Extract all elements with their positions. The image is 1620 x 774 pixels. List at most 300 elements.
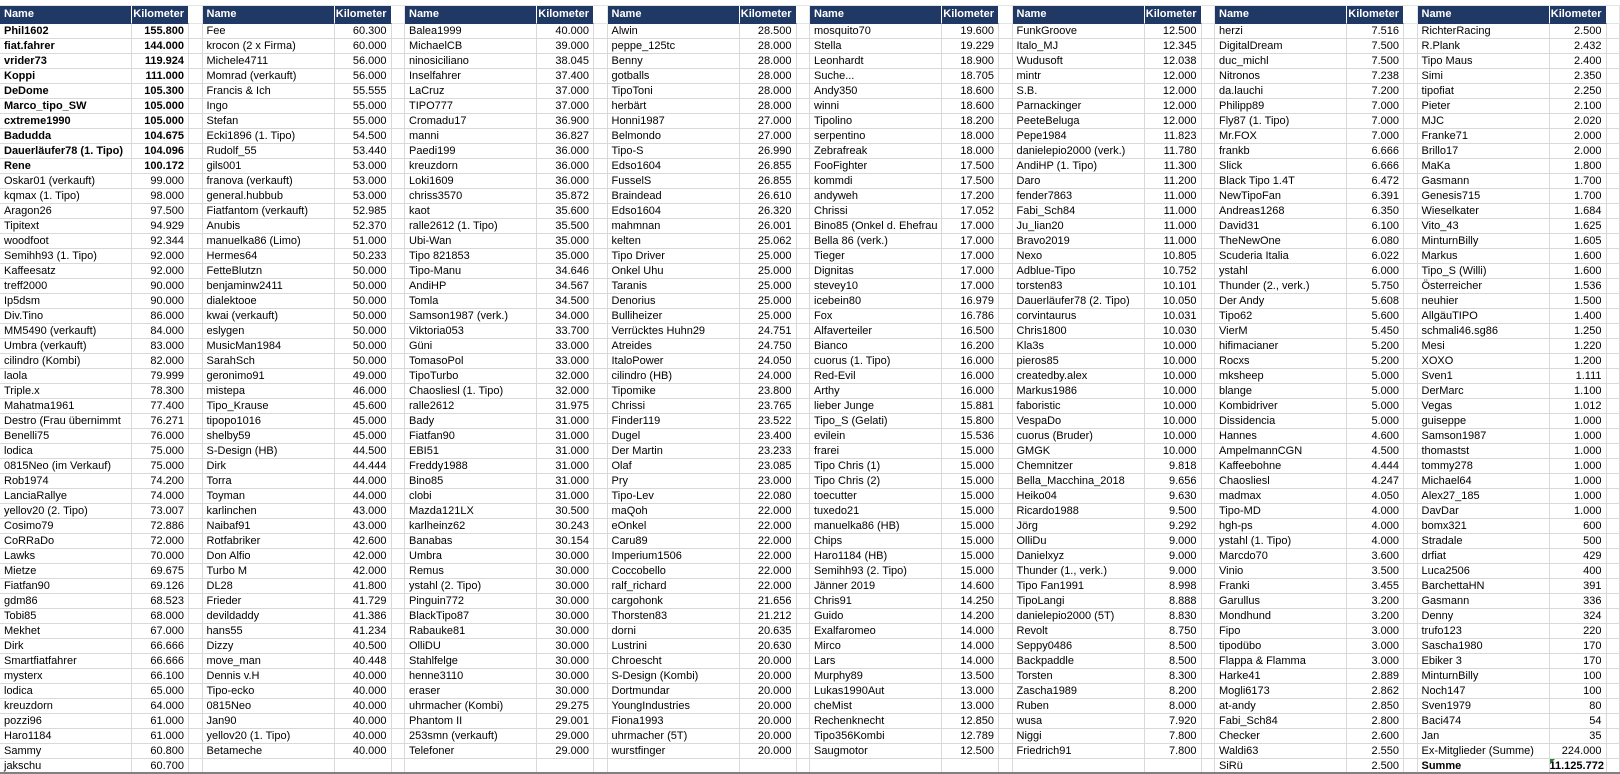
- separator-cell[interactable]: [189, 534, 203, 549]
- name-cell[interactable]: VespaDo: [1013, 414, 1145, 429]
- name-cell[interactable]: Taranis: [608, 279, 740, 294]
- separator-cell[interactable]: [1404, 114, 1418, 129]
- name-cell[interactable]: Fipo: [1215, 624, 1347, 639]
- separator-cell[interactable]: [392, 699, 406, 714]
- separator-cell[interactable]: [1607, 39, 1620, 54]
- name-cell[interactable]: Haro1184: [0, 729, 132, 744]
- separator-cell[interactable]: [594, 474, 608, 489]
- name-cell[interactable]: 253smn (verkauft): [405, 729, 537, 744]
- name-cell[interactable]: hgh-ps: [1215, 519, 1347, 534]
- separator-cell[interactable]: [189, 699, 203, 714]
- kilometer-cell[interactable]: 3.600: [1347, 549, 1404, 564]
- kilometer-cell[interactable]: 7.920: [1145, 714, 1202, 729]
- header-separator-cell[interactable]: [189, 6, 203, 24]
- kilometer-cell[interactable]: 29.000: [537, 744, 594, 759]
- separator-cell[interactable]: [189, 129, 203, 144]
- name-cell[interactable]: Fiona1993: [608, 714, 740, 729]
- separator-cell[interactable]: [594, 174, 608, 189]
- separator-cell[interactable]: [189, 684, 203, 699]
- separator-cell[interactable]: [999, 324, 1013, 339]
- name-cell[interactable]: Aragon26: [0, 204, 132, 219]
- kilometer-cell[interactable]: 50.000: [335, 264, 392, 279]
- name-cell[interactable]: geronimo91: [203, 369, 335, 384]
- separator-cell[interactable]: [999, 69, 1013, 84]
- name-cell[interactable]: schmali46.sg86: [1418, 324, 1550, 339]
- separator-cell[interactable]: [1607, 654, 1620, 669]
- name-cell[interactable]: Kla3s: [1013, 339, 1145, 354]
- kilometer-cell[interactable]: 45.000: [335, 414, 392, 429]
- name-cell[interactable]: ItaloPower: [608, 354, 740, 369]
- kilometer-cell[interactable]: 31.000: [537, 489, 594, 504]
- name-cell[interactable]: Michael64: [1418, 474, 1550, 489]
- kilometer-cell[interactable]: 92.000: [132, 249, 189, 264]
- kilometer-cell[interactable]: 23.765: [740, 399, 797, 414]
- column-header-kilometer[interactable]: Kilometer: [1550, 6, 1607, 24]
- name-cell[interactable]: Friedrich91: [1013, 744, 1145, 759]
- kilometer-cell[interactable]: 18.705: [942, 69, 999, 84]
- kilometer-cell[interactable]: 5.450: [1347, 324, 1404, 339]
- kilometer-cell[interactable]: 79.999: [132, 369, 189, 384]
- kilometer-cell[interactable]: 7.000: [1347, 129, 1404, 144]
- name-cell[interactable]: Red-Evil: [810, 369, 942, 384]
- separator-cell[interactable]: [1202, 744, 1216, 759]
- kilometer-cell[interactable]: 2.350: [1550, 69, 1607, 84]
- kilometer-cell[interactable]: 40.000: [537, 24, 594, 39]
- kilometer-cell[interactable]: 4.000: [1347, 519, 1404, 534]
- name-cell[interactable]: Olaf: [608, 459, 740, 474]
- name-cell[interactable]: Verrücktes Huhn29: [608, 324, 740, 339]
- name-cell[interactable]: Gasmann: [1418, 174, 1550, 189]
- column-header-name[interactable]: Name: [405, 6, 537, 24]
- name-cell[interactable]: devildaddy: [203, 609, 335, 624]
- separator-cell[interactable]: [1404, 219, 1418, 234]
- kilometer-cell[interactable]: 41.800: [335, 579, 392, 594]
- separator-cell[interactable]: [594, 669, 608, 684]
- kilometer-cell[interactable]: 10.031: [1145, 309, 1202, 324]
- separator-cell[interactable]: [1404, 339, 1418, 354]
- separator-cell[interactable]: [189, 579, 203, 594]
- name-cell[interactable]: Destro (Frau übernimmt: [0, 414, 132, 429]
- name-cell[interactable]: krocon (2 x Firma): [203, 39, 335, 54]
- kilometer-cell[interactable]: 3.455: [1347, 579, 1404, 594]
- separator-cell[interactable]: [1202, 39, 1216, 54]
- kilometer-cell[interactable]: 3.200: [1347, 594, 1404, 609]
- name-cell[interactable]: manuelka86 (Limo): [203, 234, 335, 249]
- kilometer-cell[interactable]: 22.000: [740, 534, 797, 549]
- name-cell[interactable]: Vito_43: [1418, 219, 1550, 234]
- kilometer-cell[interactable]: 9.292: [1145, 519, 1202, 534]
- separator-cell[interactable]: [1607, 24, 1620, 39]
- name-cell[interactable]: bomx321: [1418, 519, 1550, 534]
- separator-cell[interactable]: [392, 219, 406, 234]
- separator-cell[interactable]: [1404, 714, 1418, 729]
- kilometer-cell[interactable]: 5.608: [1347, 294, 1404, 309]
- separator-cell[interactable]: [1607, 114, 1620, 129]
- name-cell[interactable]: MinturnBilly: [1418, 669, 1550, 684]
- name-cell[interactable]: CoRRaDo: [0, 534, 132, 549]
- separator-cell[interactable]: [999, 114, 1013, 129]
- name-cell[interactable]: Arthy: [810, 384, 942, 399]
- kilometer-cell[interactable]: 40.500: [335, 639, 392, 654]
- separator-cell[interactable]: [392, 654, 406, 669]
- kilometer-cell[interactable]: 20.000: [740, 714, 797, 729]
- separator-cell[interactable]: [797, 474, 811, 489]
- separator-cell[interactable]: [797, 159, 811, 174]
- separator-cell[interactable]: [1607, 624, 1620, 639]
- kilometer-cell[interactable]: 36.900: [537, 114, 594, 129]
- kilometer-cell[interactable]: 1.000: [1550, 459, 1607, 474]
- kilometer-cell[interactable]: 84.000: [132, 324, 189, 339]
- name-cell[interactable]: guiseppe: [1418, 414, 1550, 429]
- kilometer-cell[interactable]: 83.000: [132, 339, 189, 354]
- name-cell[interactable]: yellov20 (1. Tipo): [203, 729, 335, 744]
- separator-cell[interactable]: [189, 594, 203, 609]
- separator-cell[interactable]: [797, 279, 811, 294]
- name-cell[interactable]: Torra: [203, 474, 335, 489]
- separator-cell[interactable]: [1202, 54, 1216, 69]
- name-cell[interactable]: Luca2506: [1418, 564, 1550, 579]
- separator-cell[interactable]: [999, 99, 1013, 114]
- name-cell[interactable]: Badudda: [0, 129, 132, 144]
- kilometer-cell[interactable]: 7.516: [1347, 24, 1404, 39]
- separator-cell[interactable]: [797, 429, 811, 444]
- kilometer-cell[interactable]: 68.000: [132, 609, 189, 624]
- separator-cell[interactable]: [1202, 189, 1216, 204]
- separator-cell[interactable]: [1404, 324, 1418, 339]
- separator-cell[interactable]: [999, 624, 1013, 639]
- kilometer-cell[interactable]: 19.229: [942, 39, 999, 54]
- separator-cell[interactable]: [1607, 729, 1620, 744]
- name-cell[interactable]: Fox: [810, 309, 942, 324]
- separator-cell[interactable]: [1202, 549, 1216, 564]
- kilometer-cell[interactable]: 30.154: [537, 534, 594, 549]
- kilometer-cell[interactable]: 55.000: [335, 114, 392, 129]
- separator-cell[interactable]: [999, 354, 1013, 369]
- separator-cell[interactable]: [797, 504, 811, 519]
- separator-cell[interactable]: [999, 144, 1013, 159]
- kilometer-cell[interactable]: 60.700: [132, 759, 189, 774]
- name-cell[interactable]: Francis & Ich: [203, 84, 335, 99]
- separator-cell[interactable]: [999, 549, 1013, 564]
- kilometer-cell[interactable]: 8.200: [1145, 684, 1202, 699]
- separator-cell[interactable]: [1607, 324, 1620, 339]
- name-cell[interactable]: AmpelmannCGN: [1215, 444, 1347, 459]
- separator-cell[interactable]: [797, 399, 811, 414]
- kilometer-cell[interactable]: 27.000: [740, 129, 797, 144]
- kilometer-cell[interactable]: 7.800: [1145, 729, 1202, 744]
- separator-cell[interactable]: [189, 669, 203, 684]
- name-cell[interactable]: manuelka86 (HB): [810, 519, 942, 534]
- name-cell[interactable]: Naibaf91: [203, 519, 335, 534]
- kilometer-cell[interactable]: 1.200: [1550, 354, 1607, 369]
- name-cell[interactable]: kwai (verkauft): [203, 309, 335, 324]
- separator-cell[interactable]: [189, 174, 203, 189]
- kilometer-cell[interactable]: 25.062: [740, 234, 797, 249]
- separator-cell[interactable]: [594, 159, 608, 174]
- kilometer-cell[interactable]: 28.000: [740, 39, 797, 54]
- name-cell[interactable]: [608, 759, 740, 774]
- separator-cell[interactable]: [594, 459, 608, 474]
- name-cell[interactable]: Paedi199: [405, 144, 537, 159]
- kilometer-cell[interactable]: 11.000: [1145, 234, 1202, 249]
- kilometer-cell[interactable]: 3.500: [1347, 564, 1404, 579]
- kilometer-cell[interactable]: 75.000: [132, 444, 189, 459]
- kilometer-cell[interactable]: 324: [1550, 609, 1607, 624]
- name-cell[interactable]: tipofiat: [1418, 84, 1550, 99]
- name-cell[interactable]: DeDome: [0, 84, 132, 99]
- name-cell[interactable]: Phil1602: [0, 24, 132, 39]
- kilometer-cell[interactable]: 41.234: [335, 624, 392, 639]
- column-header-name[interactable]: Name: [1013, 6, 1145, 24]
- kilometer-cell[interactable]: 2.500: [1347, 759, 1404, 774]
- kilometer-cell[interactable]: 16.000: [942, 354, 999, 369]
- name-cell[interactable]: general.hubbub: [203, 189, 335, 204]
- name-cell[interactable]: blange: [1215, 384, 1347, 399]
- separator-cell[interactable]: [392, 549, 406, 564]
- separator-cell[interactable]: [392, 594, 406, 609]
- name-cell[interactable]: Franki: [1215, 579, 1347, 594]
- separator-cell[interactable]: [594, 624, 608, 639]
- kilometer-cell[interactable]: 14.000: [942, 654, 999, 669]
- separator-cell[interactable]: [189, 264, 203, 279]
- name-cell[interactable]: henne3110: [405, 669, 537, 684]
- kilometer-cell[interactable]: 23.085: [740, 459, 797, 474]
- name-cell[interactable]: Bino85 (Onkel d. Ehefrau: [810, 219, 942, 234]
- name-cell[interactable]: Zebrafreak: [810, 144, 942, 159]
- kilometer-cell[interactable]: 6.000: [1347, 264, 1404, 279]
- separator-cell[interactable]: [189, 459, 203, 474]
- separator-cell[interactable]: [1607, 234, 1620, 249]
- kilometer-cell[interactable]: 9.000: [1145, 534, 1202, 549]
- separator-cell[interactable]: [1202, 339, 1216, 354]
- kilometer-cell[interactable]: 8.830: [1145, 609, 1202, 624]
- name-cell[interactable]: Benny: [608, 54, 740, 69]
- name-cell[interactable]: Inselfahrer: [405, 69, 537, 84]
- name-cell[interactable]: MM5490 (verkauft): [0, 324, 132, 339]
- separator-cell[interactable]: [392, 669, 406, 684]
- separator-cell[interactable]: [392, 444, 406, 459]
- kilometer-cell[interactable]: 16.500: [942, 324, 999, 339]
- name-cell[interactable]: Semihh93 (1. Tipo): [0, 249, 132, 264]
- separator-cell[interactable]: [1202, 129, 1216, 144]
- separator-cell[interactable]: [797, 669, 811, 684]
- separator-cell[interactable]: [1607, 294, 1620, 309]
- name-cell[interactable]: duc_michl: [1215, 54, 1347, 69]
- name-cell[interactable]: Onkel Uhu: [608, 264, 740, 279]
- name-cell[interactable]: SarahSch: [203, 354, 335, 369]
- name-cell[interactable]: Balea1999: [405, 24, 537, 39]
- kilometer-cell[interactable]: 7.000: [1347, 114, 1404, 129]
- name-cell[interactable]: cuorus (1. Tipo): [810, 354, 942, 369]
- name-cell[interactable]: Bady: [405, 414, 537, 429]
- name-cell[interactable]: Dortmundar: [608, 684, 740, 699]
- kilometer-cell[interactable]: [942, 759, 999, 774]
- kilometer-cell[interactable]: 3.000: [1347, 624, 1404, 639]
- name-cell[interactable]: kqmax (1. Tipo): [0, 189, 132, 204]
- name-cell[interactable]: Bianco: [810, 339, 942, 354]
- separator-cell[interactable]: [1404, 354, 1418, 369]
- separator-cell[interactable]: [1607, 369, 1620, 384]
- name-cell[interactable]: dialektooe: [203, 294, 335, 309]
- kilometer-cell[interactable]: 8.888: [1145, 594, 1202, 609]
- kilometer-cell[interactable]: 1.500: [1550, 294, 1607, 309]
- name-cell[interactable]: Smartfiatfahrer: [0, 654, 132, 669]
- name-cell[interactable]: EBI51: [405, 444, 537, 459]
- kilometer-cell[interactable]: 28.000: [740, 84, 797, 99]
- name-cell[interactable]: Torsten: [1013, 669, 1145, 684]
- kilometer-cell[interactable]: [1145, 759, 1202, 774]
- name-cell[interactable]: Chris91: [810, 594, 942, 609]
- kilometer-cell[interactable]: 42.600: [335, 534, 392, 549]
- name-cell[interactable]: Umbra: [405, 549, 537, 564]
- separator-cell[interactable]: [797, 69, 811, 84]
- kilometer-cell[interactable]: [537, 759, 594, 774]
- kilometer-cell[interactable]: 5.200: [1347, 354, 1404, 369]
- kilometer-cell[interactable]: 12.500: [942, 744, 999, 759]
- name-cell[interactable]: Noch147: [1418, 684, 1550, 699]
- kilometer-cell[interactable]: 50.000: [335, 294, 392, 309]
- separator-cell[interactable]: [1607, 429, 1620, 444]
- kilometer-cell[interactable]: 10.000: [1145, 444, 1202, 459]
- name-cell[interactable]: MinturnBilly: [1418, 234, 1550, 249]
- kilometer-cell[interactable]: 5.750: [1347, 279, 1404, 294]
- separator-cell[interactable]: [1404, 174, 1418, 189]
- kilometer-cell[interactable]: 60.000: [335, 39, 392, 54]
- name-cell[interactable]: tipopo1016: [203, 414, 335, 429]
- kilometer-cell[interactable]: 429: [1550, 549, 1607, 564]
- kilometer-cell[interactable]: 97.500: [132, 204, 189, 219]
- name-cell[interactable]: Tipitext: [0, 219, 132, 234]
- kilometer-cell[interactable]: 22.080: [740, 489, 797, 504]
- separator-cell[interactable]: [999, 234, 1013, 249]
- separator-cell[interactable]: [1202, 429, 1216, 444]
- kilometer-cell[interactable]: 4.000: [1347, 504, 1404, 519]
- kilometer-cell[interactable]: 15.000: [942, 489, 999, 504]
- name-cell[interactable]: Ecki1896 (1. Tipo): [203, 129, 335, 144]
- name-cell[interactable]: TomasoPol: [405, 354, 537, 369]
- kilometer-cell[interactable]: 50.000: [335, 339, 392, 354]
- kilometer-cell[interactable]: 500: [1550, 534, 1607, 549]
- name-cell[interactable]: DavDar: [1418, 504, 1550, 519]
- name-cell[interactable]: Sven1979: [1418, 699, 1550, 714]
- kilometer-cell[interactable]: 1.536: [1550, 279, 1607, 294]
- name-cell[interactable]: Thunder (1., verk.): [1013, 564, 1145, 579]
- kilometer-cell[interactable]: 28.500: [740, 24, 797, 39]
- separator-cell[interactable]: [594, 369, 608, 384]
- kilometer-cell[interactable]: 30.000: [537, 609, 594, 624]
- name-cell[interactable]: Tobi85: [0, 609, 132, 624]
- kilometer-cell[interactable]: 12.000: [1145, 114, 1202, 129]
- separator-cell[interactable]: [797, 624, 811, 639]
- kilometer-cell[interactable]: 37.000: [537, 84, 594, 99]
- name-cell[interactable]: Loki1609: [405, 174, 537, 189]
- name-cell[interactable]: Fabi_Sch84: [1013, 204, 1145, 219]
- kilometer-cell[interactable]: 2.250: [1550, 84, 1607, 99]
- separator-cell[interactable]: [1202, 714, 1216, 729]
- kilometer-cell[interactable]: 7.238: [1347, 69, 1404, 84]
- kilometer-cell[interactable]: 18.200: [942, 114, 999, 129]
- separator-cell[interactable]: [1607, 549, 1620, 564]
- name-cell[interactable]: Alfaverteiler: [810, 324, 942, 339]
- name-cell[interactable]: TheNewOne: [1215, 234, 1347, 249]
- name-cell[interactable]: Michele4711: [203, 54, 335, 69]
- name-cell[interactable]: ralle2612: [405, 399, 537, 414]
- name-cell[interactable]: herbärt: [608, 99, 740, 114]
- name-cell[interactable]: Cosimo79: [0, 519, 132, 534]
- separator-cell[interactable]: [1607, 69, 1620, 84]
- kilometer-cell[interactable]: 18.000: [942, 144, 999, 159]
- name-cell[interactable]: Rob1974: [0, 474, 132, 489]
- kilometer-cell[interactable]: 34.567: [537, 279, 594, 294]
- kilometer-cell[interactable]: 3.200: [1347, 609, 1404, 624]
- kilometer-cell[interactable]: 8.500: [1145, 639, 1202, 654]
- kilometer-cell[interactable]: 17.200: [942, 189, 999, 204]
- name-cell[interactable]: Tipo-Lev: [608, 489, 740, 504]
- kilometer-cell[interactable]: 78.300: [132, 384, 189, 399]
- kilometer-cell[interactable]: 8.750: [1145, 624, 1202, 639]
- name-cell[interactable]: Div.Tino: [0, 309, 132, 324]
- name-cell[interactable]: mintr: [1013, 69, 1145, 84]
- name-cell[interactable]: Freddy1988: [405, 459, 537, 474]
- separator-cell[interactable]: [392, 474, 406, 489]
- kilometer-cell[interactable]: 6.080: [1347, 234, 1404, 249]
- separator-cell[interactable]: [392, 759, 406, 774]
- separator-cell[interactable]: [392, 399, 406, 414]
- separator-cell[interactable]: [594, 189, 608, 204]
- column-header-name[interactable]: Name: [0, 6, 132, 24]
- name-cell[interactable]: Stella: [810, 39, 942, 54]
- separator-cell[interactable]: [1202, 684, 1216, 699]
- name-cell[interactable]: FooFighter: [810, 159, 942, 174]
- name-cell[interactable]: toecutter: [810, 489, 942, 504]
- kilometer-cell[interactable]: 21.212: [740, 609, 797, 624]
- name-cell[interactable]: fender7863: [1013, 189, 1145, 204]
- kilometer-cell[interactable]: 600: [1550, 519, 1607, 534]
- separator-cell[interactable]: [594, 384, 608, 399]
- kilometer-cell[interactable]: 100: [1550, 684, 1607, 699]
- name-cell[interactable]: Thunder (2., verk.): [1215, 279, 1347, 294]
- name-cell[interactable]: Coccobello: [608, 564, 740, 579]
- separator-cell[interactable]: [594, 534, 608, 549]
- name-cell[interactable]: LaCruz: [405, 84, 537, 99]
- column-header-kilometer[interactable]: Kilometer: [1145, 6, 1202, 24]
- separator-cell[interactable]: [1607, 579, 1620, 594]
- name-cell[interactable]: Backpaddle: [1013, 654, 1145, 669]
- separator-cell[interactable]: [189, 639, 203, 654]
- name-cell[interactable]: maQoh: [608, 504, 740, 519]
- separator-cell[interactable]: [1202, 624, 1216, 639]
- kilometer-cell[interactable]: 5.000: [1347, 399, 1404, 414]
- kilometer-cell[interactable]: 82.000: [132, 354, 189, 369]
- kilometer-cell[interactable]: 12.500: [1145, 24, 1202, 39]
- kilometer-cell[interactable]: 39.000: [537, 39, 594, 54]
- separator-cell[interactable]: [1404, 474, 1418, 489]
- separator-cell[interactable]: [1607, 489, 1620, 504]
- kilometer-cell[interactable]: 55.555: [335, 84, 392, 99]
- name-cell[interactable]: vrider73: [0, 54, 132, 69]
- kilometer-cell[interactable]: 30.000: [537, 624, 594, 639]
- name-cell[interactable]: Marco_tipo_SW: [0, 99, 132, 114]
- kilometer-cell[interactable]: 170: [1550, 639, 1607, 654]
- kilometer-cell[interactable]: 12.000: [1145, 69, 1202, 84]
- kilometer-cell[interactable]: 100.172: [132, 159, 189, 174]
- separator-cell[interactable]: [189, 279, 203, 294]
- kilometer-cell[interactable]: 23.522: [740, 414, 797, 429]
- kilometer-cell[interactable]: 30.243: [537, 519, 594, 534]
- kilometer-cell[interactable]: 9.656: [1145, 474, 1202, 489]
- kilometer-cell[interactable]: 20.000: [740, 654, 797, 669]
- kilometer-cell[interactable]: 33.700: [537, 324, 594, 339]
